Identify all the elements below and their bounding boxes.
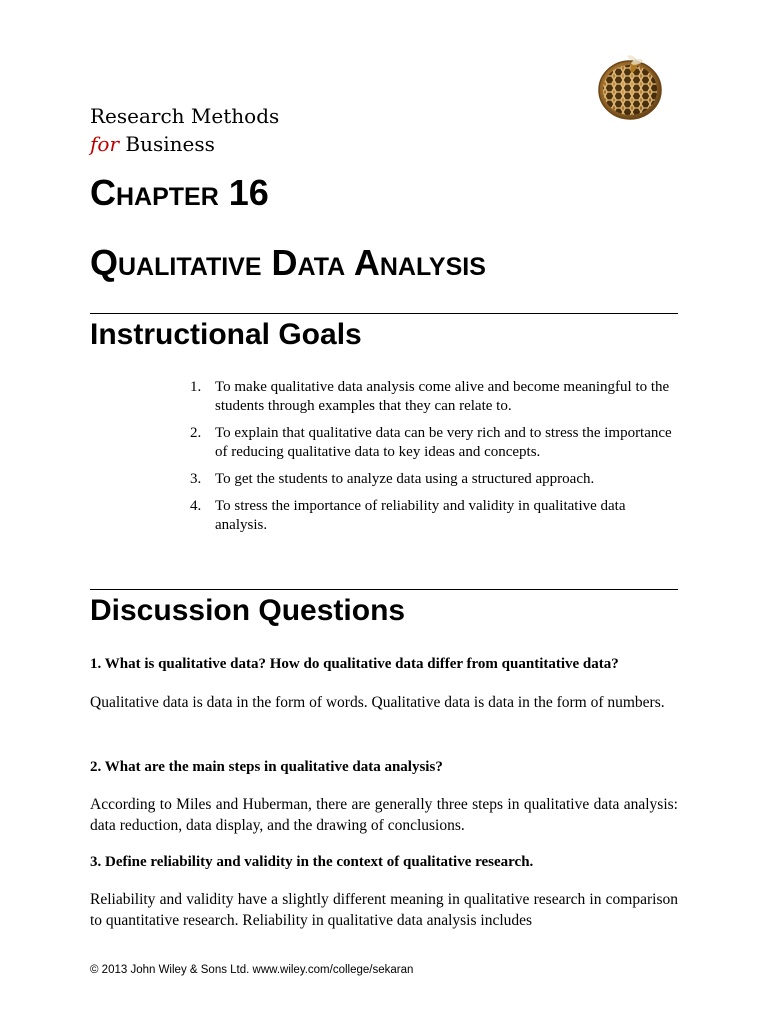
goal-item	[190, 497, 678, 535]
goal-number: 2.	[190, 425, 202, 441]
chapter-number-title: Chapter 16	[90, 172, 269, 213]
brand-for-word: for	[90, 132, 120, 156]
goal-item	[190, 378, 678, 416]
discussion-answer: According to Miles and Huberman, there are generally three steps in qualitative data analysis: data reduction, data display, and the drawing of conclusions.	[90, 796, 678, 834]
goal-number: 3.	[190, 471, 202, 487]
chapter-title: Qualitative Data Analysis	[90, 242, 486, 283]
goal-text: To get the students to analyze data using a structured approach.	[215, 471, 595, 487]
discussion-questions-heading: Discussion Questions	[90, 594, 406, 627]
section-divider	[90, 589, 678, 590]
discussion-question: 3. Define reliability and validity in the context of qualitative research.	[90, 854, 534, 870]
book-brand	[90, 102, 279, 158]
instructional-goals-list	[190, 378, 678, 543]
brand-line-2	[90, 130, 279, 158]
honeycomb-wasp-nest-icon	[596, 52, 666, 124]
brand-business-word: Business	[125, 132, 215, 156]
discussion-question: 2. What are the main steps in qualitative data analysis?	[90, 759, 443, 775]
goal-number: 1.	[190, 379, 202, 395]
instructional-goals-heading: Instructional Goals	[90, 318, 362, 351]
discussion-answer: Qualitative data is data in the form of words. Qualitative data is data in the form of numbers.	[90, 694, 665, 711]
discussion-question: 1. What is qualitative data? How do qualitative data differ from quantitative data?	[90, 656, 619, 672]
brand-line-1: Research Methods	[90, 104, 280, 128]
goal-item	[190, 424, 678, 462]
discussion-answer: Reliability and validity have a slightly different meaning in qualitative research in comparison to quantitative research. Reliability in qualitative data analysis includes	[90, 891, 678, 929]
section-divider	[90, 313, 678, 314]
goal-text: To explain that qualitative data can be very rich and to stress the importance of reducing qualitative data to key ideas and concepts.	[215, 425, 672, 460]
goal-text: To stress the importance of reliability and validity in qualitative data analysis.	[215, 498, 626, 533]
goal-number: 4.	[190, 498, 202, 514]
goal-text: To make qualitative data analysis come alive and become meaningful to the students through examples that they can relate to.	[215, 379, 670, 414]
copyright-footer: © 2013 John Wiley & Sons Ltd. www.wiley.com/college/sekaran	[90, 964, 414, 976]
goal-item	[190, 470, 678, 489]
